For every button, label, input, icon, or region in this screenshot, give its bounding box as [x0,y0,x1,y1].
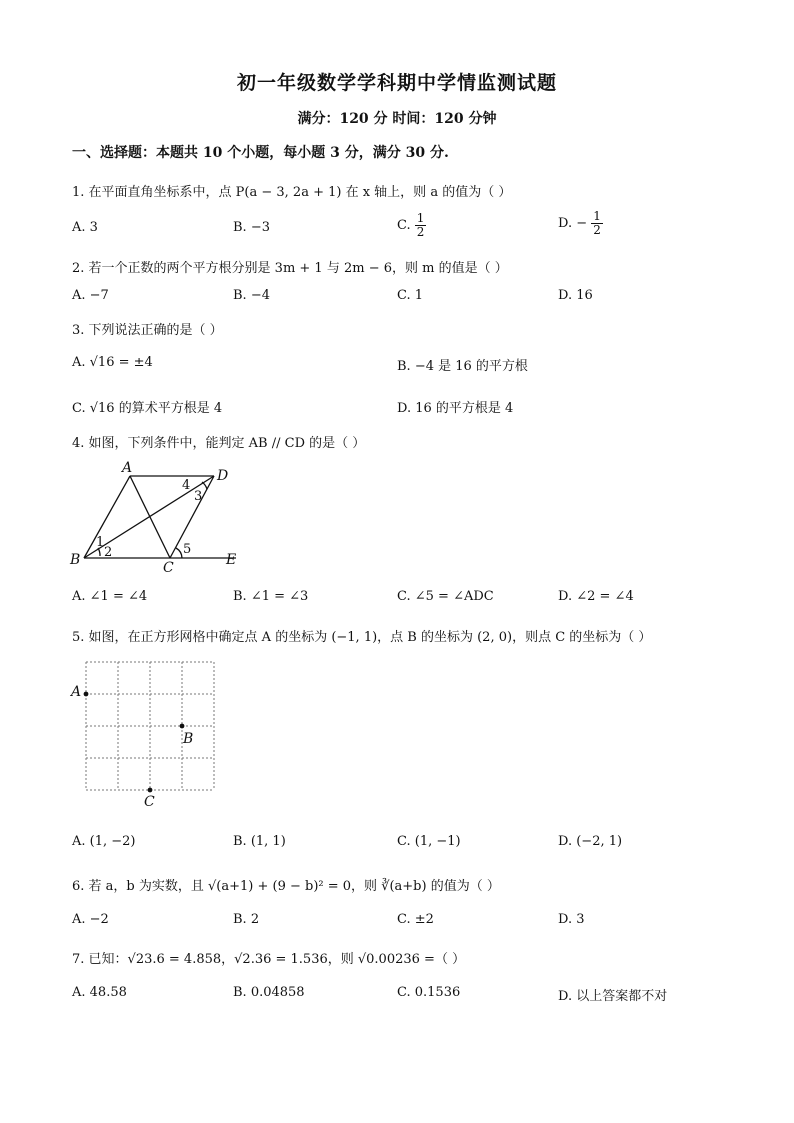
q3-option-c: C. √16 的算术平方根是 4 [72,401,223,416]
q4-option-b: B. ∠1 = ∠3 [233,589,309,604]
q4-option-a: A. ∠1 = ∠4 [72,589,148,604]
point-a-dot [84,692,89,697]
point-c-dot [148,788,153,793]
q6-option-d: D. 3 [558,912,585,927]
q1-d-denominator: 2 [593,223,601,238]
question-6-stem: 6. 若 a，b 为实数，且 √(a+1) + (9 − b)² = 0，则 ∛(a+b) 的值为（ ） [72,879,500,894]
q4-option-d: D. ∠2 = ∠4 [558,589,634,604]
q1-option-c [397,212,426,239]
question-7-stem: 7. 已知：√23.6 = 4.858，√2.36 = 1.536，则 √0.00236 =（ ） [72,952,466,967]
q2-option-c: C. 1 [397,288,424,303]
exam-subtitle: 满分：120 分 时间：120 分钟 [297,111,497,127]
angle-label-3: 3 [194,489,203,504]
q5-option-b: B. (1, 1) [233,834,286,849]
q1-option-a: A. 3 [72,220,98,235]
q5-option-a: A. (1, −2) [72,834,136,849]
q2-option-a: A. −7 [72,288,109,303]
q1-option-b: B. −3 [233,220,270,235]
angle-arc-5 [176,548,182,558]
q5-option-c: C. (1, −1) [397,834,461,849]
square-grid [86,662,214,790]
grid-figure [66,656,226,810]
q5-option-d: D. (−2, 1) [558,834,623,849]
q7-option-d: D. 以上答案都不对 [558,989,668,1004]
angle-label-4: 4 [182,478,191,493]
q4-option-c: C. ∠5 = ∠ADC [397,589,494,604]
point-label-d: D [217,468,229,484]
grid-label-a: A [71,684,82,700]
q7-option-c: C. 0.1536 [397,985,461,1000]
question-5-stem: 5. 如图，在正方形网格中确定点 A 的坐标为 (−1, 1)，点 B 的坐标为 (2, 0)，则点 C 的坐标为（ ） [72,630,652,645]
angle-label-2: 2 [104,545,113,560]
q2-option-b: B. −4 [233,288,270,303]
section-heading: 一、选择题：本题共 10 个小题，每小题 3 分，满分 30 分. [72,145,449,161]
grid-label-c: C [144,794,155,810]
point-label-b: B [70,552,81,568]
exam-title: 初一年级数学学科期中学情监测试题 [236,72,557,94]
q1-option-d-fraction [591,210,603,237]
q7-option-b: B. 0.04858 [233,985,305,1000]
point-label-e: E [226,552,237,568]
q3-option-b: B. −4 是 16 的平方根 [397,359,528,374]
q6-option-c: C. ±2 [397,912,434,927]
question-4-stem: 4. 如图，下列条件中，能判定 AB // CD 的是（ ） [72,436,366,451]
question-2-stem: 2. 若一个正数的两个平方根分别是 3m + 1 与 2m − 6，则 m 的值是（ ） [72,261,508,276]
q6-option-b: B. 2 [233,912,260,927]
q1-c-numerator: 1 [416,211,425,225]
q1-option-d-prefix: D. − [558,216,588,232]
parallelogram-figure [66,456,246,574]
q1-d-numerator: 1 [593,209,601,223]
q7-option-a: A. 48.58 [72,985,127,1000]
q1-option-c-fraction [415,212,427,239]
point-label-c: C [163,560,174,574]
q1-option-d [558,210,603,237]
angle-label-1: 1 [96,535,105,550]
point-b-dot [180,724,185,729]
angle-arc-3 [202,482,207,489]
q6-option-a: A. −2 [72,912,109,927]
question-3-stem: 3. 下列说法正确的是（ ） [72,323,223,338]
angle-label-5: 5 [183,542,192,557]
q3-option-a: A. √16 = ±4 [72,355,153,370]
q3-option-d: D. 16 的平方根是 4 [397,401,514,416]
question-1-stem: 1. 在平面直角坐标系中，点 P(a − 3, 2a + 1) 在 x 轴上，则 a 的值为（ ） [72,185,512,200]
grid-label-b: B [183,731,194,747]
point-label-a: A [122,460,133,476]
q1-option-c-prefix: C. [397,218,411,234]
q2-option-d: D. 16 [558,288,593,303]
segment-ac [130,476,170,558]
q1-c-denominator: 2 [416,225,425,240]
